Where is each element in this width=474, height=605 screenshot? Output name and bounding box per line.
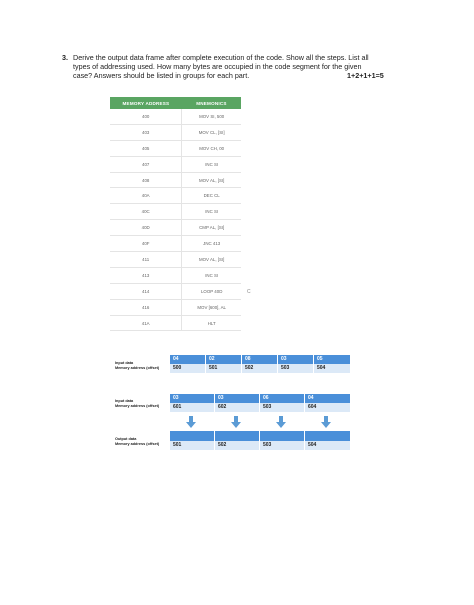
frame2-address-label: Memory address (offset) xyxy=(115,404,160,408)
frame1-data-cell: 08 xyxy=(242,355,277,364)
address-cell: 400 xyxy=(110,109,182,124)
frame2-address-cell: 602 xyxy=(215,403,259,412)
frame2-address-cell: 604 xyxy=(305,403,350,412)
table-row xyxy=(110,252,241,268)
frame1-address-cell: 501 xyxy=(206,364,241,373)
table-row xyxy=(110,172,241,188)
table-row xyxy=(110,315,241,331)
frame2-data-cell: 06 xyxy=(260,394,304,403)
frame3-address-cell: 503 xyxy=(260,441,304,450)
frame1-data-cell: 03 xyxy=(278,355,313,364)
frame1-address-label: Memory address (offset) xyxy=(115,366,160,370)
mnemonic-cell: MOV CL, [SI] xyxy=(182,124,241,140)
address-cell: 40A xyxy=(110,188,182,204)
down-arrow-icon xyxy=(186,416,196,428)
frame3-address-label: Memory address (offset) xyxy=(115,442,160,446)
mnemonic-cell: MOV AL, [SI] xyxy=(182,172,241,188)
table-row xyxy=(110,140,241,156)
table-row xyxy=(110,299,241,315)
mnemonic-cell: LOOP 40D xyxy=(182,283,241,299)
table-row xyxy=(110,156,241,172)
mnemonic-cell: MOV CH, 00 xyxy=(182,140,241,156)
stray-mark: C xyxy=(247,289,251,295)
table-row xyxy=(110,109,241,124)
address-cell: 416 xyxy=(110,299,182,315)
mnemonic-cell: MOV SI, 500 xyxy=(182,109,241,124)
header-mnemonics: MNEMONICS xyxy=(182,97,241,109)
mnemonic-cell: JNC 413 xyxy=(182,236,241,252)
address-cell: 40C xyxy=(110,204,182,220)
question-line-2: types of addressing used. How many bytes are occupied in the code segment for the given xyxy=(73,62,362,71)
frame3-address-cell: 501 xyxy=(170,441,214,450)
table-row xyxy=(110,283,241,299)
address-cell: 414 xyxy=(110,283,182,299)
code-table xyxy=(110,97,241,331)
mnemonic-cell: MOV [600], AL xyxy=(182,299,241,315)
frame1-data-cell: 04 xyxy=(170,355,205,364)
frame1-data-cell: 02 xyxy=(206,355,241,364)
table-row xyxy=(110,220,241,236)
frame1-address-cell: 500 xyxy=(170,364,205,373)
frame3-address-cell: 504 xyxy=(305,441,350,450)
address-cell: 40D xyxy=(110,220,182,236)
address-cell: 407 xyxy=(110,156,182,172)
frame3-data-cell xyxy=(305,431,350,441)
question-line-1: Derive the output data frame after complete execution of the code. Show all the steps. List all xyxy=(73,53,369,62)
frame1-data-cell: 05 xyxy=(314,355,350,364)
frame1-address-cell: 503 xyxy=(278,364,313,373)
frame2-strip xyxy=(170,394,350,412)
address-cell: 411 xyxy=(110,252,182,268)
frame2-data-cell: 04 xyxy=(305,394,350,403)
question-line-3: case? Answers should be listed in groups for each part. xyxy=(73,71,250,80)
mnemonic-cell: MOV AL, [SI] xyxy=(182,252,241,268)
question-number: 3. xyxy=(62,53,68,62)
table-row xyxy=(110,236,241,252)
frame3-strip xyxy=(170,431,350,451)
header-memory-address: MEMORY ADDRESS xyxy=(110,97,182,109)
down-arrow-icon xyxy=(231,416,241,428)
frame1-input-label: Input data xyxy=(115,361,134,365)
frame3-address-cell: 502 xyxy=(215,441,259,450)
mnemonic-cell: INC SI xyxy=(182,204,241,220)
address-cell: 40F xyxy=(110,236,182,252)
address-cell: 405 xyxy=(110,140,182,156)
table-row xyxy=(110,124,241,140)
mnemonic-cell: DEC CL xyxy=(182,188,241,204)
down-arrow-icon xyxy=(276,416,286,428)
frame3-data-cell xyxy=(260,431,304,441)
frame3-data-cell xyxy=(170,431,214,441)
mnemonic-cell: CMP AL, [SI] xyxy=(182,220,241,236)
down-arrow-icon xyxy=(321,416,331,428)
frame2-data-cell: 03 xyxy=(170,394,214,403)
address-cell: 403 xyxy=(110,124,182,140)
table-row xyxy=(110,267,241,283)
table-header-row xyxy=(110,97,241,109)
table-row xyxy=(110,188,241,204)
frame1-address-cell: 502 xyxy=(242,364,277,373)
mnemonic-cell: INC SI xyxy=(182,156,241,172)
address-cell: 413 xyxy=(110,267,182,283)
frame2-address-cell: 601 xyxy=(170,403,214,412)
frame3-output-label: Output data xyxy=(115,437,137,441)
frame2-address-cell: 503 xyxy=(260,403,304,412)
frame2-input-label: Input data xyxy=(115,399,134,403)
mnemonic-cell: HLT xyxy=(182,315,241,331)
mnemonic-cell: INC SI xyxy=(182,267,241,283)
frame3-data-cell xyxy=(215,431,259,441)
frame1-address-cell: 504 xyxy=(314,364,350,373)
frame1-strip xyxy=(170,355,350,373)
address-cell: 408 xyxy=(110,172,182,188)
question-marks: 1+2+1+1=5 xyxy=(347,71,384,80)
table-row xyxy=(110,204,241,220)
address-cell: 41A xyxy=(110,315,182,331)
frame2-data-cell: 03 xyxy=(215,394,259,403)
